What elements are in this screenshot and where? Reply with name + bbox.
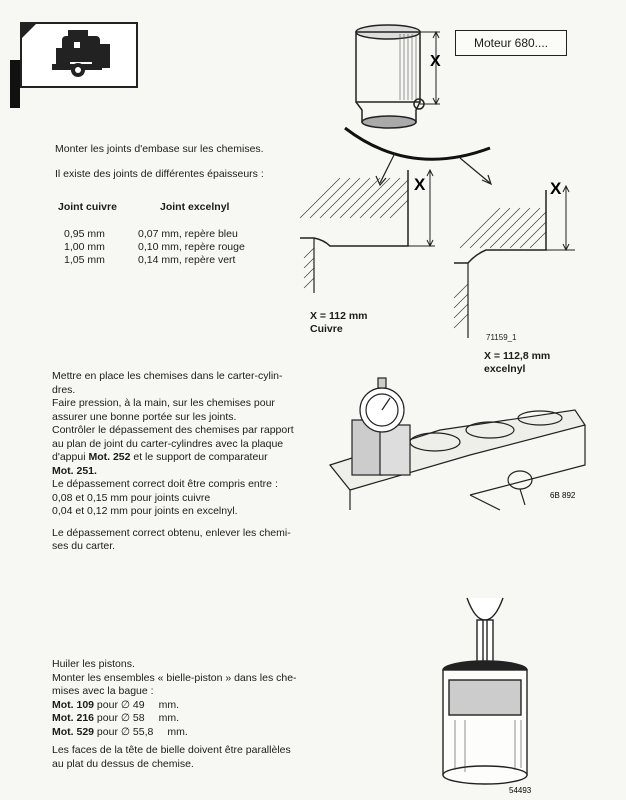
section3-text [52, 658, 317, 771]
paragraph-line: Le dépassement correct doit être compris entre : [52, 478, 278, 490]
paragraph-line: ses du carter. [52, 540, 116, 552]
tool-unit: mm. [158, 712, 180, 724]
model-label: Moteur 680.... [455, 30, 567, 56]
label-excelnyl-type: excelnyl [484, 363, 526, 375]
intro-text: Monter les joints d'embase sur les chemises. [55, 143, 264, 155]
line-part: d'appui [52, 451, 89, 463]
paragraph-line: au plan de joint du carter-cylindres avec la plaque [52, 437, 284, 450]
paragraph-line: dres. [52, 383, 76, 396]
table-cell: 1,00 mm [64, 241, 105, 253]
tool-ref: Mot. 529 [52, 725, 95, 738]
section-tab [10, 60, 20, 108]
paragraph-line: Contrôler le dépassement des chemises par rapport [52, 424, 294, 436]
col-header-copper: Joint cuivre [58, 201, 117, 213]
table-cell: 1,05 mm [64, 254, 105, 266]
table-cell: 0,95 mm [64, 228, 105, 240]
tool-row [52, 699, 317, 713]
tool-ref-251: Mot. 251. [52, 464, 97, 477]
table-cell: 0,10 mm, repère rouge [138, 241, 245, 253]
section2-text [52, 370, 317, 554]
tool-unit: mm. [158, 698, 180, 711]
table-cell: 0,14 mm, repère vert [138, 254, 236, 266]
paragraph-line: Mettre en place les chemises dans le carter-cylin- [52, 370, 283, 382]
label-excelnyl-value: X = 112,8 mm [484, 350, 551, 362]
note-text: Il existe des joints de différentes épaisseurs : [55, 168, 264, 180]
tool-ref-252: Mot. 252 [88, 451, 131, 463]
tool-ref: Mot. 216 [52, 712, 95, 724]
line-part: et le support de comparateur [130, 451, 268, 463]
tool-row [52, 726, 317, 740]
x-dim-right: X [550, 179, 562, 198]
figure-ref-top: 71159_1 [486, 333, 517, 342]
paragraph-line [52, 451, 317, 465]
corner-fold [20, 22, 38, 40]
paragraph-line: Le dépassement correct obtenu, enlever les chemi- [52, 526, 291, 539]
tool-unit: mm. [167, 725, 188, 738]
paragraph-line: assurer une bonne portée sur les joints. [52, 410, 237, 423]
paragraph-line: Les faces de la tête de bielle doivent être parallèles [52, 744, 291, 756]
label-copper-type: Cuivre [310, 323, 343, 335]
x-dim-label: X [430, 53, 441, 70]
tool-spec: pour ∅ 49 [94, 698, 145, 711]
paragraph-line: mises avec la bague : [52, 685, 154, 697]
label-copper-value: X = 112 mm [310, 310, 368, 322]
piston-diagram [425, 590, 545, 795]
engine-icon [22, 24, 136, 86]
paragraph-line: Huiler les pistons. [52, 658, 135, 670]
paragraph-line: au plat du dessus de chemise. [52, 757, 194, 770]
paragraph-line: Faire pression, à la main, sur les chemises pour [52, 397, 275, 409]
tool-spec: pour ∅ 58 [94, 712, 145, 724]
col-header-excelnyl: Joint excelnyl [160, 201, 230, 213]
spacer [52, 519, 317, 527]
paragraph-line: Monter les ensembles « bielle-piston » dans les che- [52, 671, 297, 684]
tool-spec: pour ∅ 55,8 [94, 725, 154, 738]
figure-ref-bottom: 54493 [509, 786, 532, 795]
dial-gauge-diagram [320, 370, 595, 520]
x-dim-left: X [414, 175, 426, 194]
paragraph-line: 0,08 et 0,15 mm pour joints cuivre [52, 491, 211, 504]
figure-ref-mid: 6B 892 [550, 491, 576, 500]
table-cell: 0,07 mm, repère bleu [138, 228, 238, 240]
paragraph-line: 0,04 et 0,12 mm pour joints en excelnyl. [52, 505, 238, 517]
tool-ref: Mot. 109 [52, 698, 95, 711]
tool-row [52, 712, 317, 726]
